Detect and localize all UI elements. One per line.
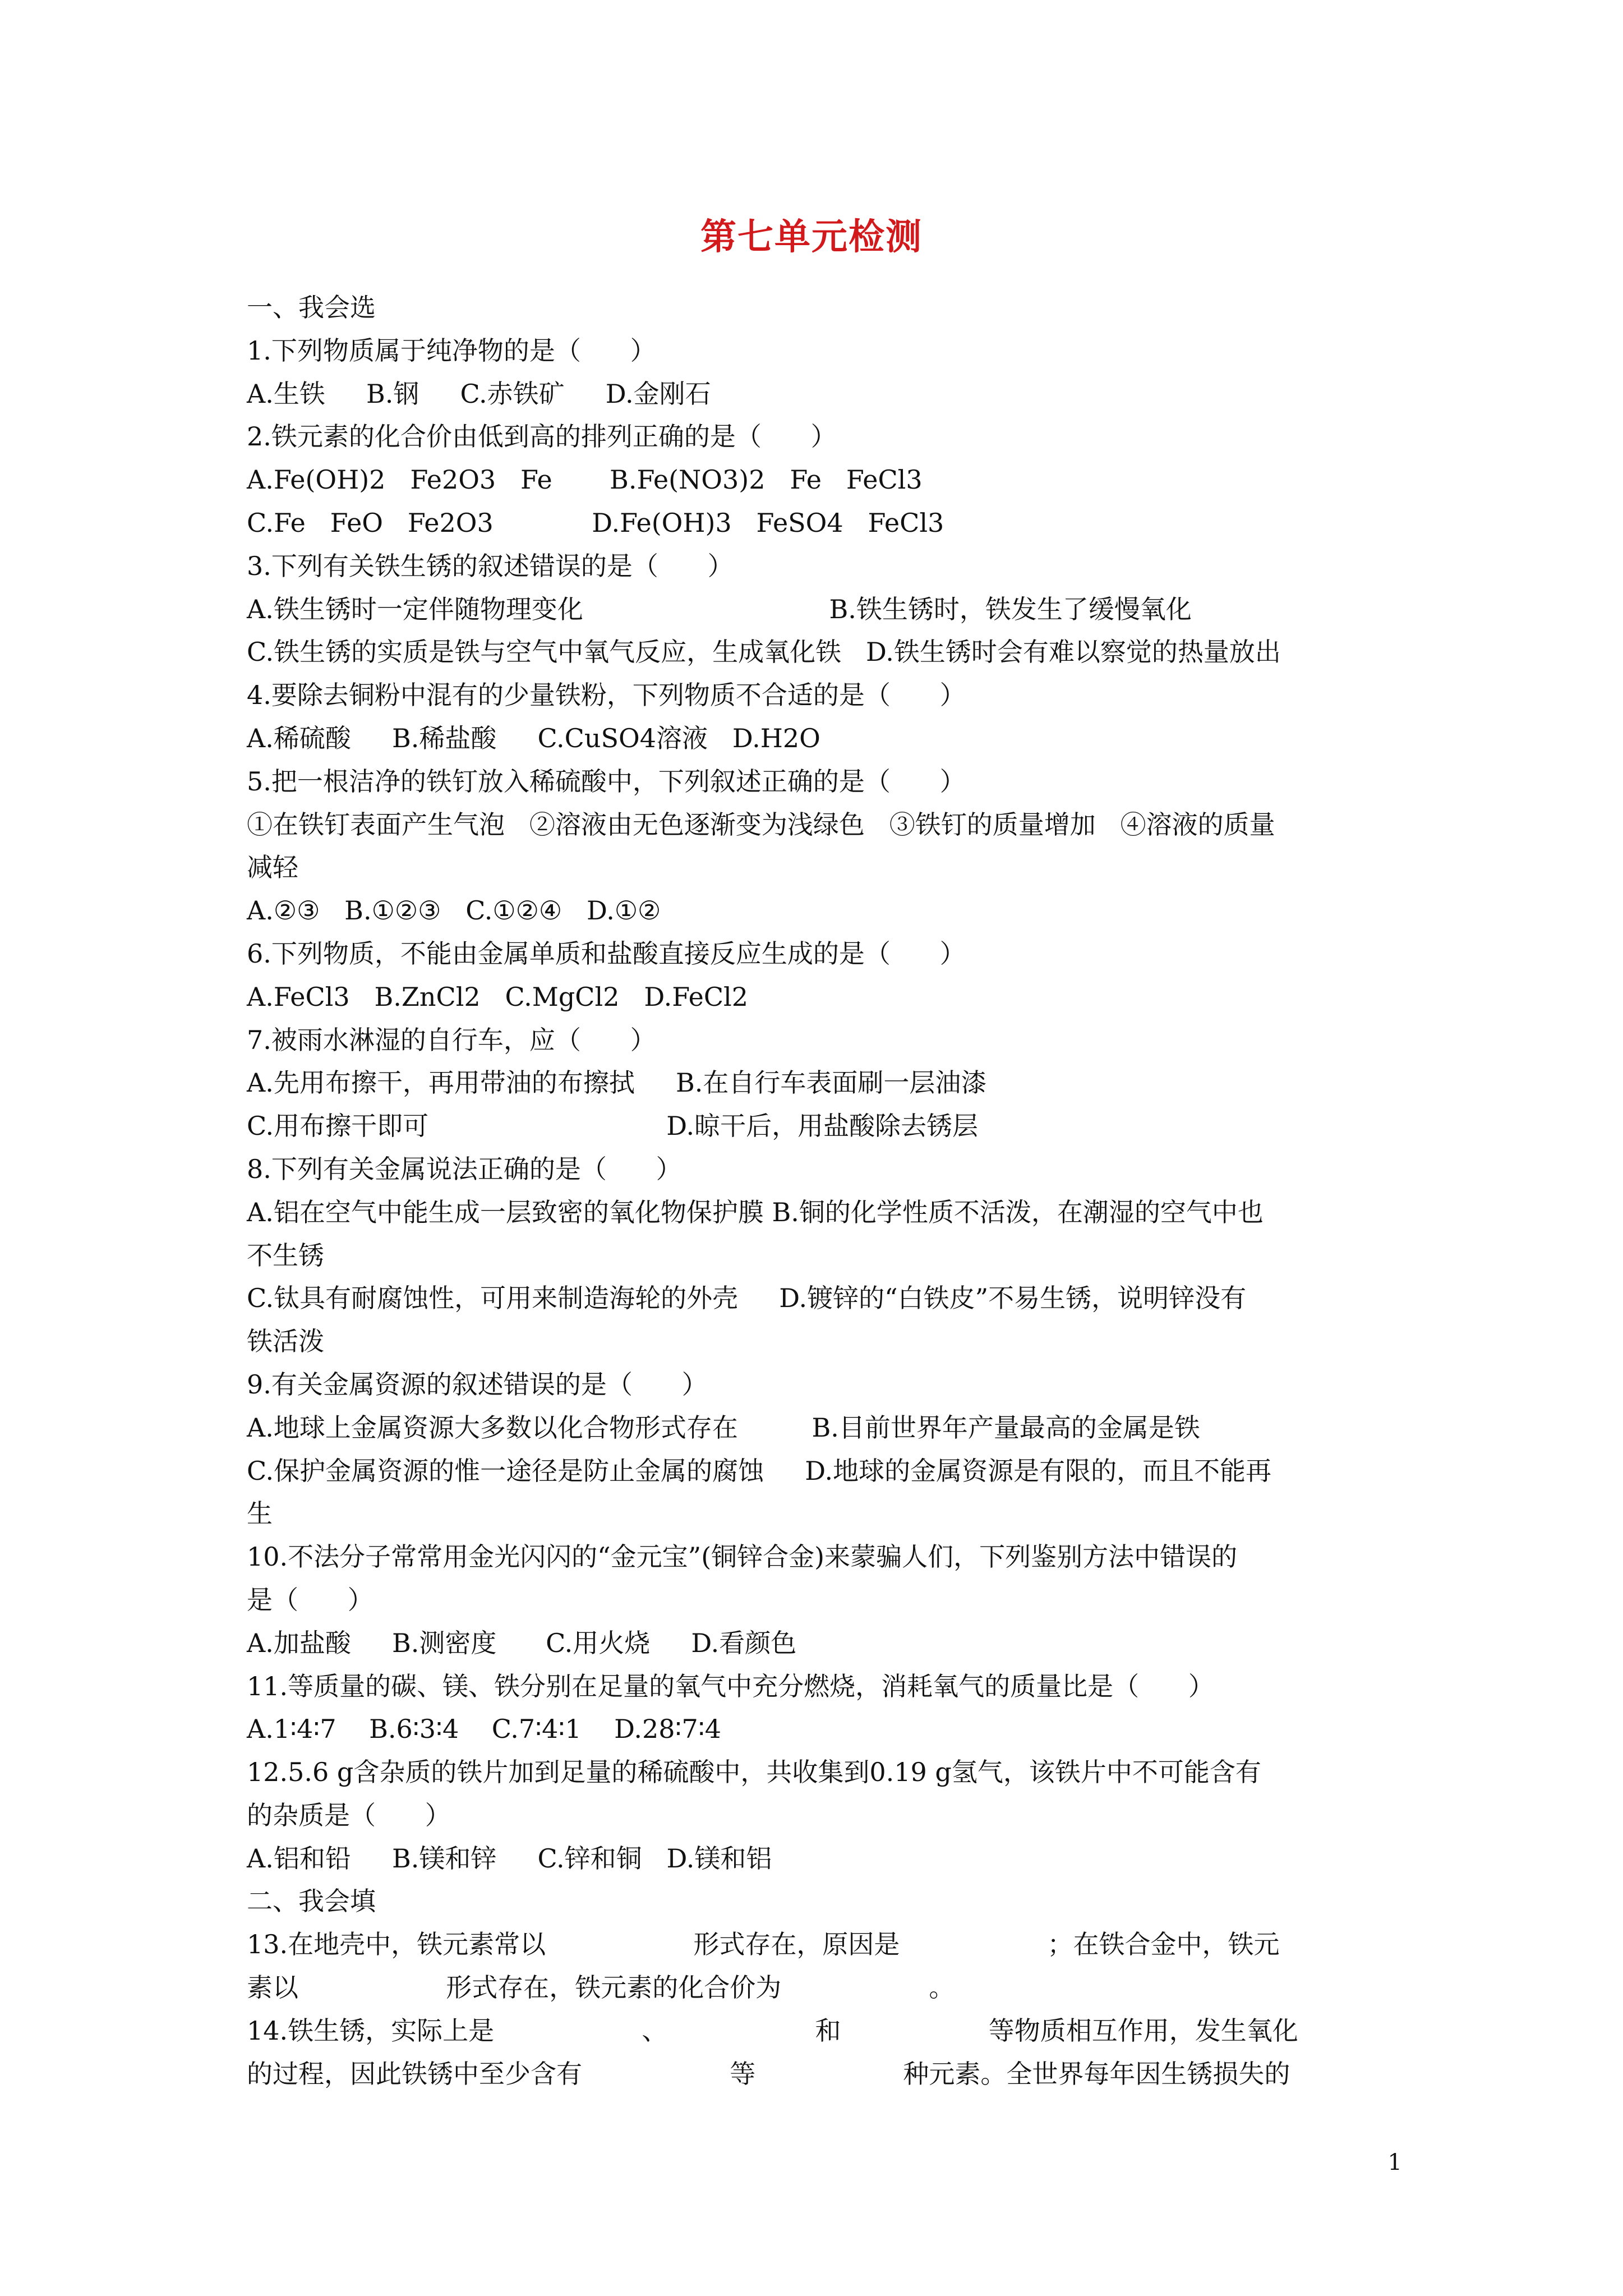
text-line: A.铁生锈时一定伴随物理变化 B.铁生锈时，铁发生了缓慢氧化: [247, 593, 1192, 624]
text-line: 的杂质是（ ）: [247, 1800, 451, 1830]
text-line: A.稀硫酸 B.稀盐酸 C.CuSO4溶液 D.H2O: [247, 723, 820, 753]
text-line: A.铝和铅 B.镁和锌 C.锌和铜 D.镁和铝: [247, 1843, 772, 1874]
text-line: 11.等质量的碳、镁、铁分别在足量的氧气中充分燃烧，消耗氧气的质量比是（ ）: [247, 1671, 1214, 1701]
text-line: C.用布擦干即可 D.晾干后，用盐酸除去锈层: [247, 1111, 979, 1142]
text-line: 6.下列物质，不能由金属单质和盐酸直接反应生成的是（ ）: [247, 938, 966, 969]
text-line: C.Fe FeO Fe2O3 D.Fe(OH)3 FeSO4 FeCl3: [247, 507, 944, 538]
text-line: 的过程，因此铁锈中至少含有 等 种元素。全世界每年因生锈损失的: [247, 2058, 1290, 2089]
text-line: A.Fe(OH)2 Fe2O3 Fe B.Fe(NO3)2 Fe FeCl3: [247, 464, 923, 495]
text-line: A.1∶4∶7 B.6∶3∶4 C.7∶4∶1 D.28∶7∶4: [247, 1714, 722, 1745]
text-line: A.地球上金属资源大多数以化合物形式存在 B.目前世界年产量最高的金属是铁: [247, 1412, 1200, 1443]
text-line: C.铁生锈的实质是铁与空气中氧气反应，生成氧化铁 D.铁生锈时会有难以察觉的热量放出: [247, 637, 1281, 668]
text-line: 13.在地壳中，铁元素常以 形式存在，原因是 ；在铁合金中，铁元: [247, 1929, 1280, 1960]
text-line: 14.铁生锈，实际上是 、 和 等物质相互作用，发生氧化: [247, 2015, 1298, 2046]
text-line: C.保护金属资源的惟一途径是防止金属的腐蚀 D.地球的金属资源是有限的，而且不能再: [247, 1455, 1272, 1486]
text-line: A.铝在空气中能生成一层致密的氧化物保护膜 B.铜的化学性质不活泼，在潮湿的空气中也: [247, 1197, 1264, 1227]
text-line: 10.不法分子常常用金光闪闪的“金元宝”(铜锌合金)来蒙骗人们，下列鉴别方法中错误的: [247, 1542, 1238, 1572]
text-line: A.FeCl3 B.ZnCl2 C.MgCl2 D.FeCl2: [247, 981, 748, 1012]
text-line: 二、我会填: [247, 1886, 376, 1917]
document-title: 第七单元检测: [700, 217, 923, 258]
text-line: 素以 形式存在，铁元素的化合价为 。: [247, 1972, 955, 2003]
text-line: 5.把一根洁净的铁钉放入稀硫酸中，下列叙述正确的是（ ）: [247, 766, 966, 797]
text-line: 铁活泼: [247, 1326, 324, 1357]
document-body: [247, 286, 1413, 2095]
text-line: 7.被雨水淋湿的自行车，应（ ）: [247, 1024, 656, 1055]
text-line: 4.要除去铜粉中混有的少量铁粉，下列物质不合适的是（ ）: [247, 680, 966, 711]
text-line: 2.铁元素的化合价由低到高的排列正确的是（ ）: [247, 421, 837, 452]
text-line: 9.有关金属资源的叙述错误的是（ ）: [247, 1369, 708, 1400]
text-line: 一、我会选: [247, 292, 376, 323]
text-line: 减轻: [247, 852, 298, 883]
text-line: 8.下列有关金属说法正确的是（ ）: [247, 1153, 682, 1184]
text-line: C.钛具有耐腐蚀性，可用来制造海轮的外壳 D.镀锌的“白铁皮”不易生锈，说明锌没有: [247, 1283, 1247, 1314]
text-line: 3.下列有关铁生锈的叙述错误的是（ ）: [247, 550, 734, 581]
text-line: 1.下列物质属于纯净物的是（ ）: [247, 335, 656, 366]
text-line: A.加盐酸 B.测密度 C.用火烧 D.看颜色: [247, 1627, 797, 1658]
text-line: 不生锈: [247, 1240, 324, 1271]
text-line: A.生铁 B.钢 C.赤铁矿 D.金刚石: [247, 378, 711, 409]
text-line: 是（ ）: [247, 1584, 374, 1615]
page-number: 1: [1387, 2150, 1402, 2175]
text-line: 生: [247, 1498, 273, 1529]
text-line: 12.5.6 g含杂质的铁片加到足量的稀硫酸中，共收集到0.19 g氢气，该铁片中不可能含有: [247, 1757, 1261, 1788]
text-line: A.先用布擦干，再用带油的布擦拭 B.在自行车表面刷一层油漆: [247, 1068, 987, 1098]
text-line: A.②③ B.①②③ C.①②④ D.①②: [247, 895, 661, 926]
text-line: ①在铁钉表面产生气泡 ②溶液由无色逐渐变为浅绿色 ③铁钉的质量增加 ④溶液的质量: [247, 809, 1275, 840]
